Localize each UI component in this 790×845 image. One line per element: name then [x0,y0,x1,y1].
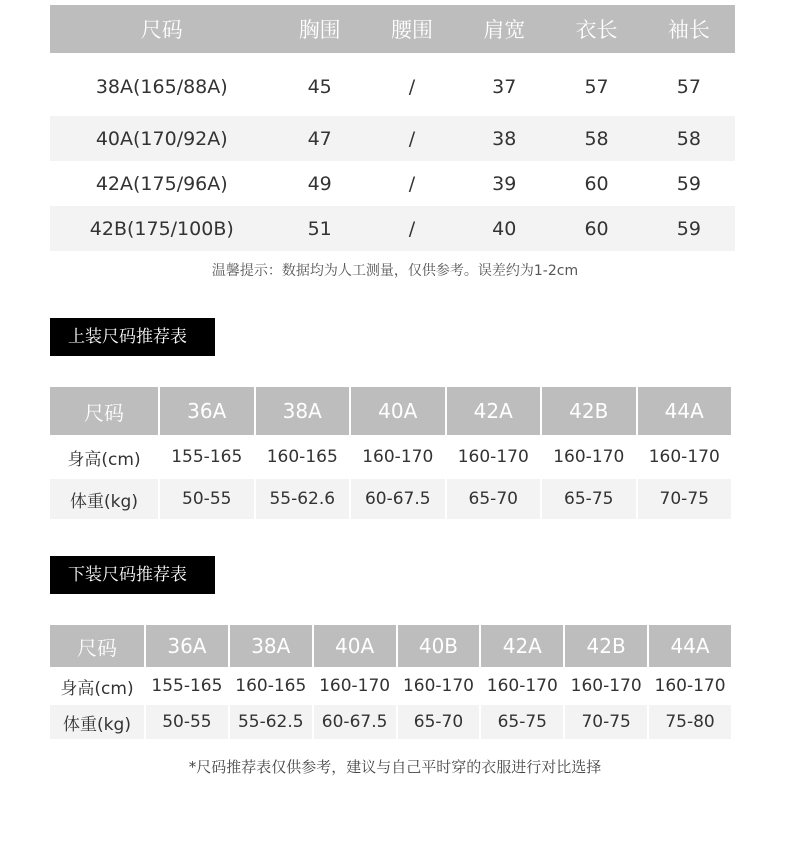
table-cell: 70-75 [565,703,647,739]
table-cell: 40A(170/92A) [50,116,274,161]
table-cell: 57 [584,76,609,98]
table-cell: 42A(175/96A) [95,172,228,195]
bottom-size-section-title: 下装尺码推荐表 [50,556,215,594]
table-cell: 65-75 [542,477,636,519]
table-row [50,206,735,251]
table-cell: 40 [458,206,550,251]
row-label: 身高(cm) [50,667,144,703]
table-cell: 38A(165/88A) [95,76,228,98]
table-row [50,116,735,161]
top-size-section-title: 上装尺码推荐表 [50,318,215,356]
header-shoulder: 肩宽 [458,5,550,53]
header-chest: 胸围 [274,5,366,53]
header-42b: 42B [542,387,636,435]
table-cell: 39 [492,172,517,195]
top-size-recommendation-table [48,387,733,519]
table-cell: 58 [550,116,642,161]
table-cell: 51 [274,206,366,251]
table-cell: 160-170 [314,667,396,703]
table-cell: 70-75 [638,477,732,519]
table-cell: 59 [676,172,701,195]
table-cell: 75-80 [649,703,731,739]
table-cell: 65-70 [398,703,480,739]
table-cell: 160-170 [447,435,541,477]
table-cell: 160-170 [481,667,563,703]
table-header-row [50,5,735,53]
header-size: 尺码 [50,625,144,667]
table-cell: 155-165 [160,435,254,477]
header-42a: 42A [481,625,563,667]
table-cell: 160-170 [542,435,636,477]
table-cell: 65-70 [447,477,541,519]
header-sleeve: 袖长 [643,5,735,53]
table-cell: 160-165 [256,435,350,477]
table-header-row [50,387,731,435]
table-cell: 160-170 [565,667,647,703]
table-cell: / [408,172,416,195]
header-40b: 40B [398,625,480,667]
size-measurement-table [50,5,735,251]
table-cell: 160-165 [230,667,312,703]
table-cell: 37 [492,76,517,98]
bottom-size-recommendation-table [48,625,733,739]
header-40a: 40A [351,387,445,435]
table-cell: 38 [458,116,550,161]
table-cell: / [366,116,458,161]
header-size: 尺码 [50,387,158,435]
table-cell: 60-67.5 [351,477,445,519]
table-cell: 50-55 [160,477,254,519]
header-42b: 42B [565,625,647,667]
table-row-weight [50,703,731,739]
table-cell: 160-170 [638,435,732,477]
header-38a: 38A [230,625,312,667]
table-cell: 160-170 [649,667,731,703]
table-cell: 65-75 [481,703,563,739]
table-cell: 55-62.6 [256,477,350,519]
table-cell: 45 [307,76,332,98]
header-waist: 腰围 [366,5,458,53]
table-row [50,161,735,206]
table-cell: 58 [643,116,735,161]
table-cell: 42B(175/100B) [50,206,274,251]
row-label: 体重(kg) [50,703,144,739]
header-40a: 40A [314,625,396,667]
table-header-row [50,625,731,667]
header-38a: 38A [256,387,350,435]
table-cell: 60-67.5 [314,703,396,739]
table-cell: 60 [550,206,642,251]
table-cell: 57 [676,76,701,98]
header-36a: 36A [160,387,254,435]
table-cell: 60 [584,172,609,195]
header-36a: 36A [146,625,228,667]
row-label: 体重(kg) [50,477,158,519]
table-cell: 160-170 [398,667,480,703]
header-44a: 44A [638,387,732,435]
table-cell: / [366,206,458,251]
table-cell: 47 [274,116,366,161]
table-cell: 50-55 [146,703,228,739]
table-cell: 59 [643,206,735,251]
table-row [50,53,735,116]
table-cell: / [408,76,416,98]
header-length: 衣长 [550,5,642,53]
table-cell: 55-62.5 [230,703,312,739]
header-size: 尺码 [50,5,274,53]
header-42a: 42A [447,387,541,435]
table-cell: 160-170 [351,435,445,477]
row-label: 身高(cm) [50,435,158,477]
header-44a: 44A [649,625,731,667]
measurement-note: 温馨提示：数据均为人工测量，仅供参考。误差约为1-2cm [211,263,579,279]
table-row-weight [50,477,731,519]
table-cell: 155-165 [146,667,228,703]
table-row-height [50,667,731,703]
table-cell: 49 [307,172,332,195]
footer-note: *尺码推荐表仅供参考，建议与自己平时穿的衣服进行对比选择 [188,758,602,776]
table-row-height [50,435,731,477]
